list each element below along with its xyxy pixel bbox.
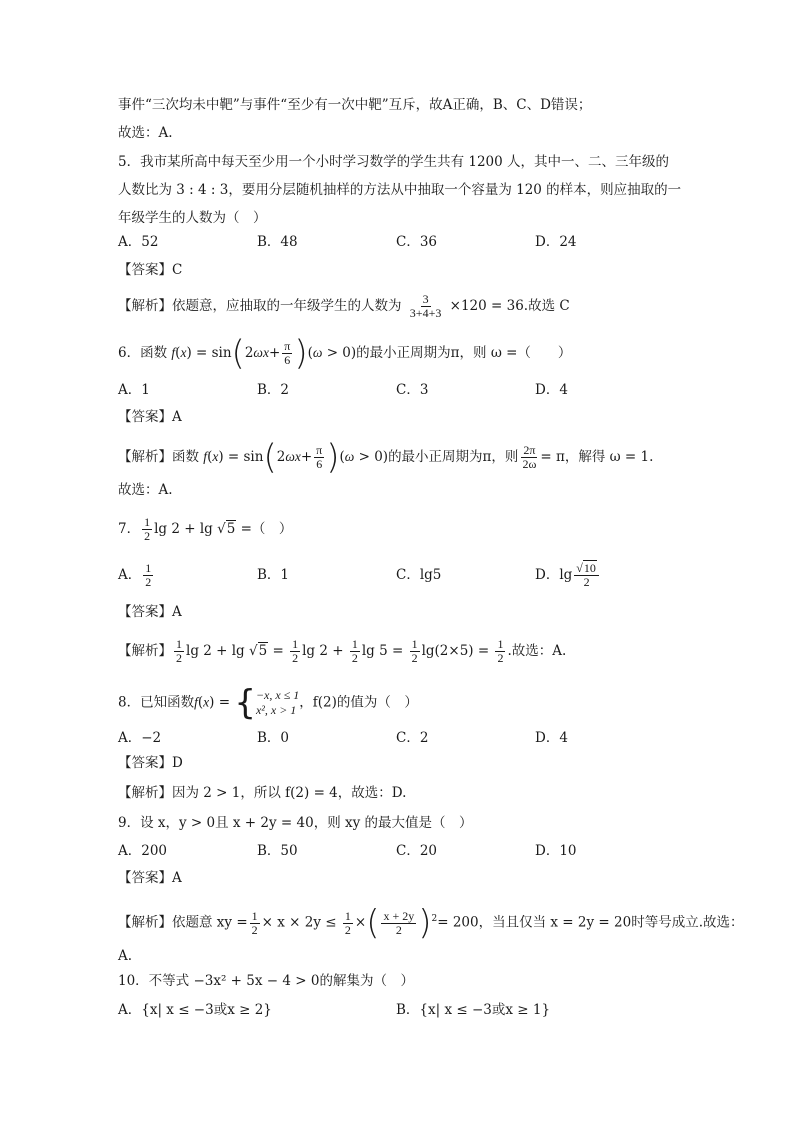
text-line: 事件“三次均未中靶”与事件“至少有一次中靶”互斥，故A正确，B、C、D错误；: [118, 97, 592, 113]
option-b: B．50: [257, 843, 298, 859]
fraction: [408, 293, 444, 320]
option-b: B．{x| x ≤ −3或x ≥ 1}: [396, 1002, 551, 1018]
option-c: C．36: [396, 234, 438, 250]
option-c: C．20: [396, 843, 438, 859]
text-line: 故选：A.: [118, 125, 173, 141]
analysis-text: ×120 = 36.故选 C: [449, 298, 570, 314]
question-number: 7．: [118, 521, 141, 537]
question-8-stem: 8．已知函数f(x) = { −x, x ≤ 1 x², x > 1 ，f(2)的值为（ ）: [118, 683, 418, 723]
analysis-text: 【解析】依题意，应抽取的一年级学生的人数为: [118, 298, 402, 314]
stem-text: 的最小正周期为π，则 ω =（ ）: [356, 345, 572, 361]
piece-2: x², x > 1: [255, 703, 297, 717]
question-number: 6．函数: [118, 345, 168, 361]
analysis-text: 【解析】依题意 xy =: [118, 914, 248, 931]
option-b: B．0: [257, 730, 290, 746]
question-5-stem: 年级学生的人数为（ ）: [118, 210, 267, 226]
option-a: A．200: [118, 843, 168, 859]
analysis-text: = π，解得 ω = 1.: [540, 449, 654, 465]
analysis: 【解析】因为 2 > 1，所以 f(2) = 4，故选：D.: [118, 785, 407, 801]
option-b: B．1: [257, 567, 290, 583]
analysis-text: .故选：A.: [507, 643, 567, 659]
option-c: C．2: [396, 730, 429, 746]
option-d: D．4: [535, 730, 568, 746]
answer-label: 【答案】A: [118, 870, 182, 886]
option-d: D．lg $\frac{√10}{2}$: [535, 562, 601, 589]
option-c: C．3: [396, 382, 429, 398]
analysis-text: 【解析】函数: [118, 449, 199, 465]
option-a: A．52: [118, 234, 159, 250]
analysis-wrap: A.: [118, 948, 133, 964]
option-a: A．−2: [118, 730, 162, 746]
conclusion: 故选：A.: [118, 482, 173, 498]
analysis-text: 的最小正周期为π，则: [388, 449, 519, 465]
question-10-stem: 10．不等式 −3x² + 5x − 4 > 0的解集为（ ）: [118, 973, 414, 989]
option-d: D．4: [535, 382, 568, 398]
stem-text: ，f(2)的值为（ ）: [299, 694, 418, 711]
analysis: 【解析】函数 f(x) = sin(2ωx+ $\frac{\pi}{6}$ )(ω > 0)的最小正周期为π，则 $\frac{2\pi}{2\omega}$ = π，解得 ω = 1.: [118, 437, 654, 478]
question-5-stem: 5．我市某所高中每天至少用一个小时学习数学的学生共有 1200 人，其中一、二、三年级的: [118, 154, 670, 170]
option-a: A． $\frac{1}{2}$: [118, 561, 152, 589]
analysis-text: = 200，当且仅当 x = 2y = 20时等号成立.故选：: [437, 914, 744, 931]
answer-label: 【答案】A: [118, 604, 182, 620]
option-c: C．lg5: [396, 567, 442, 583]
option-d: D．24: [535, 234, 577, 250]
analysis: 【解析】依题意 xy = $\frac{1}{2}$ × x × 2y ≤ $\frac{1}{2}$ ×( $\frac{x + 2y}{2}$ )$^2$= 200，当且仅当 x = 2y = 20时等号成立.故选：: [118, 903, 744, 943]
answer-label: 【答案】D: [118, 755, 183, 771]
piece-1: −x, x ≤ 1: [255, 688, 300, 702]
option-a: A．1: [118, 382, 150, 398]
answer-label: 【答案】C: [118, 262, 183, 278]
analysis: [118, 293, 570, 320]
question-9-stem: 9．设 x，y > 0且 x + 2y = 40，则 xy 的最大值是（ ）: [118, 815, 473, 831]
answer-label: 【答案】A: [118, 409, 182, 425]
question-5-stem: 人数比为 3 : 4 : 3，要用分层随机抽样的方法从中抽取一个容量为 120 的样本，则应抽取的一: [118, 182, 682, 198]
question-number: 8．已知函数: [118, 694, 195, 711]
denominator: 3+4+3: [409, 306, 442, 320]
option-b: B．2: [257, 382, 290, 398]
question-7-stem: 7． $\frac{1}{2}$ lg 2 + lg √5 =（ ）: [118, 515, 293, 543]
analysis-text: 【解析】: [118, 643, 172, 659]
analysis: 【解析】 $\frac{1}{2}$ lg 2 + lg √5 = $\frac{1}{2}$ lg 2 + $\frac{1}{2}$ lg 5 = $\frac{1}{2}$ lg(2×5) = $\frac{1}{2}$ .故选：A.: [118, 637, 567, 665]
option-a: A．{x| x ≤ −3或x ≥ 2}: [118, 1002, 272, 1018]
option-d: D．10: [535, 843, 577, 859]
numerator: 3: [422, 292, 429, 306]
question-6-stem: 6．函数 f(x) = sin(2ωx+ $\frac{\pi}{6}$ )(ω > 0)的最小正周期为π，则 ω =（ ）: [118, 333, 572, 374]
option-b: B．48: [257, 234, 298, 250]
